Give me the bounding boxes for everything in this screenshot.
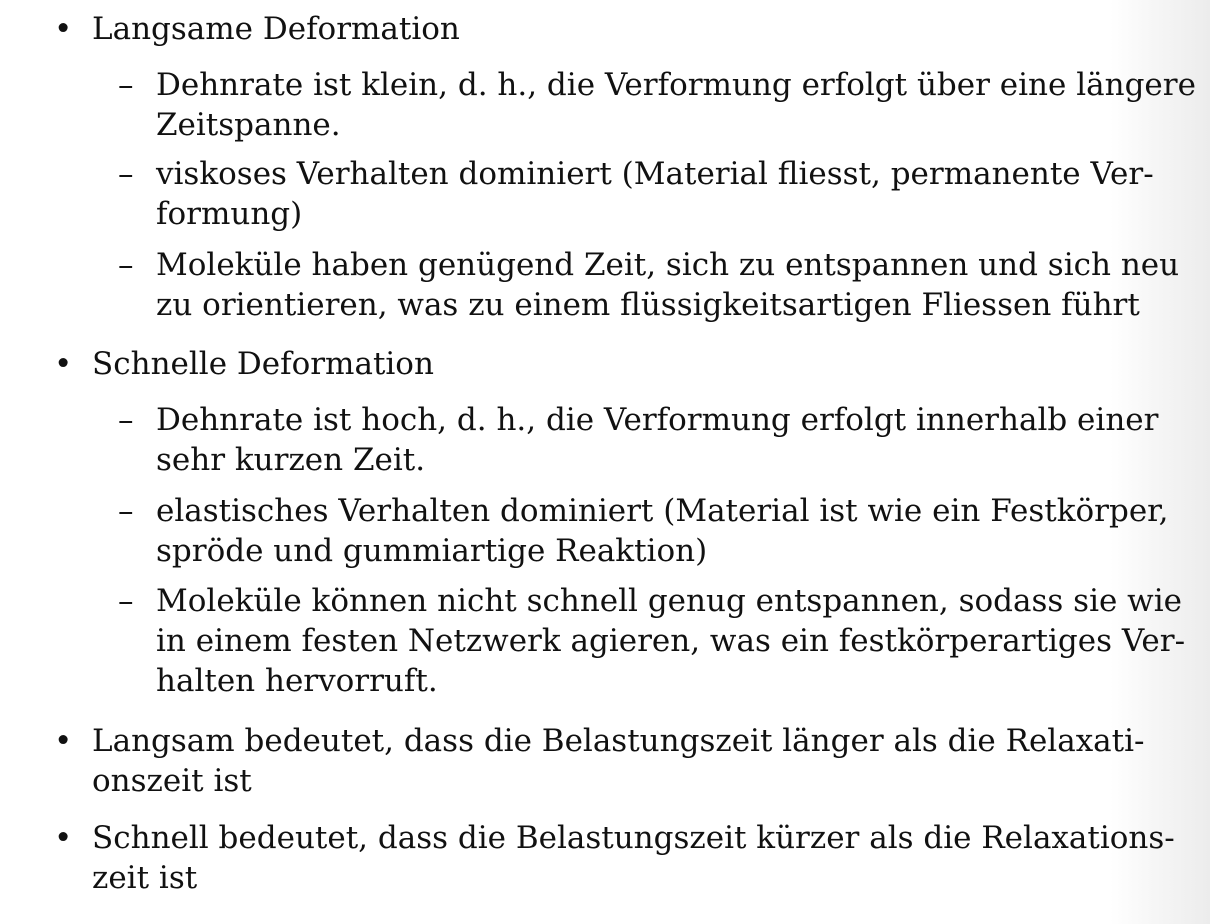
sub-item-line: halten hervorruft. [156,663,438,699]
dash-marker: – [118,402,134,438]
sub-item-line: sehr kurzen Zeit. [156,442,426,478]
list-item-text: Langsam bedeutet, dass die Belastungszeit länger als die Relaxati- [92,723,1145,759]
list-item-text: zeit ist [92,860,198,896]
dash-marker: – [118,583,134,619]
sub-item-line: Dehnrate ist hoch, d. h., die Verformung erfolgt innerhalb einer [156,402,1159,438]
sub-item-line: elastisches Verhalten dominiert (Material ist wie ein Festkörper, [156,493,1169,529]
sub-item-line: Moleküle haben genügend Zeit, sich zu entspannen und sich neu [156,247,1180,283]
dash-marker: – [118,156,134,192]
list-item-text: Schnelle Deformation [92,346,434,382]
dash-marker: – [118,247,134,283]
sub-item-line: formung) [156,196,303,232]
bullet-marker: • [54,11,73,47]
sub-item-line: Zeitspanne. [156,107,341,143]
dash-marker: – [118,493,134,529]
list-item-text: onszeit ist [92,763,252,799]
sub-item-line: zu orientieren, was zu einem flüssigkeitsartigen Fliessen führt [156,287,1140,323]
sub-item-line: spröde und gummiartige Reaktion) [156,533,708,569]
bullet-marker: • [54,820,73,856]
list-item-text: Schnell bedeutet, dass die Belastungszeit kürzer als die Relaxations- [92,820,1175,856]
list-item-text: Langsame Deformation [92,11,460,47]
bullet-marker: • [54,346,73,382]
dash-marker: – [118,67,134,103]
sub-item-line: Dehnrate ist klein, d. h., die Verformung erfolgt über eine längere [156,67,1196,103]
sub-item-line: in einem festen Netzwerk agieren, was ein festkörperartiges Ver- [156,623,1186,659]
sub-item-line: Moleküle können nicht schnell genug entspannen, sodass sie wie [156,583,1182,619]
bullet-marker: • [54,723,73,759]
sub-item-line: viskoses Verhalten dominiert (Material fliesst, permanente Ver- [156,156,1154,192]
